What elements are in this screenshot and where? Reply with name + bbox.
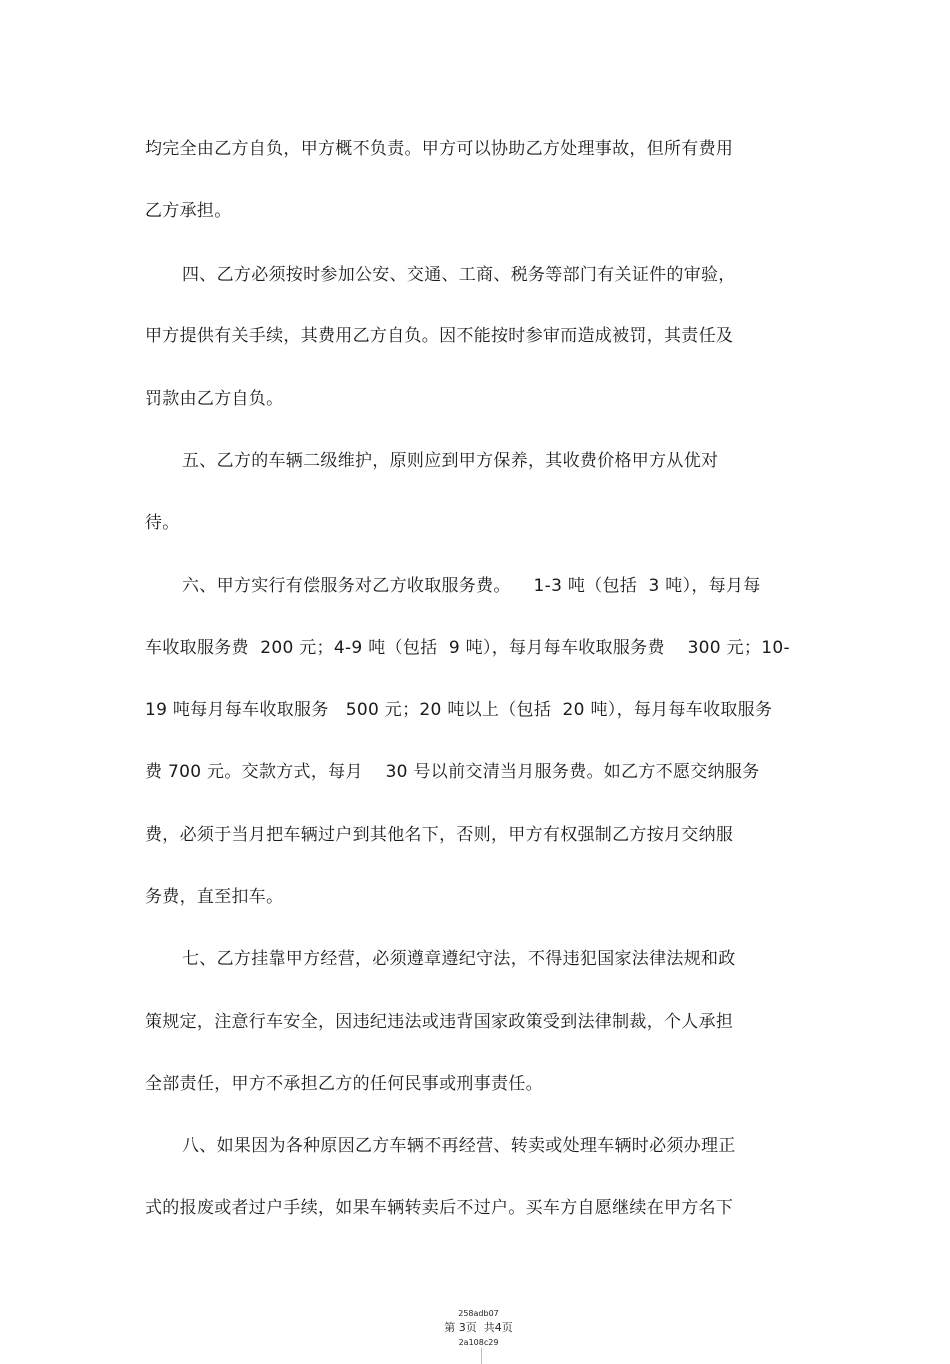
page-footer (0, 1293, 950, 1364)
doc-line-10: 19 吨每月每车收取服务 500 元；20 吨以上（包括 20 吨），每月每车收取服务 (145, 700, 773, 720)
doc-line-7: 待。 (145, 513, 180, 533)
footer-divider (481, 1348, 482, 1364)
doc-line-2: 乙方承担。 (145, 201, 232, 221)
doc-line-18: 式的报废或者过户手续，如果车辆转卖后不过户。买车方自愿继续在甲方名下 (145, 1198, 734, 1218)
doc-line-1: 均完全由乙方自负，甲方概不负责。甲方可以协助乙方处理事故，但所有费用 (145, 139, 734, 159)
footer-page-label: 第 3页 共4页 (444, 1321, 513, 1334)
doc-line-15: 策规定，注意行车安全，因违纪违法或违背国家政策受到法律制裁，个人承担 (145, 1012, 734, 1032)
doc-line-17: 八、如果因为各种原因乙方车辆不再经营、转卖或处理车辆时必须办理正 (182, 1136, 736, 1156)
doc-line-12: 费，必须于当月把车辆过户到其他名下，否则，甲方有权强制乙方按月交纳服 (145, 825, 734, 845)
doc-line-8: 六、甲方实行有偿服务对乙方收取服务费。 1-3 吨（包括 3 吨），每月每 (182, 576, 761, 596)
doc-line-13: 务费，直至扣车。 (145, 887, 284, 907)
doc-line-14: 七、乙方挂靠甲方经营，必须遵章遵纪守法，不得违犯国家法律法规和政 (182, 949, 736, 969)
doc-line-4: 甲方提供有关手续，其费用乙方自负。因不能按时参审而造成被罚，其责任及 (145, 326, 734, 346)
doc-line-3: 四、乙方必须按时参加公安、交通、工商、税务等部门有关证件的审验， (182, 265, 736, 285)
doc-line-11: 费 700 元。交款方式，每月 30 号以前交清当月服务费。如乙方不愿交纳服务 (145, 762, 760, 782)
doc-line-16: 全部责任，甲方不承担乙方的任何民事或刑事责任。 (145, 1074, 543, 1094)
footer-right-code: 2a108c29 (458, 1338, 499, 1347)
doc-line-9: 车收取服务费 200 元；4-9 吨（包括 9 吨），每月每车收取服务费 300 元；10- (145, 638, 790, 658)
doc-line-5: 罚款由乙方自负。 (145, 389, 284, 409)
footer-left-code: 258adb07 (458, 1309, 499, 1318)
doc-line-6: 五、乙方的车辆二级维护，原则应到甲方保养，其收费价格甲方从优对 (182, 451, 719, 471)
